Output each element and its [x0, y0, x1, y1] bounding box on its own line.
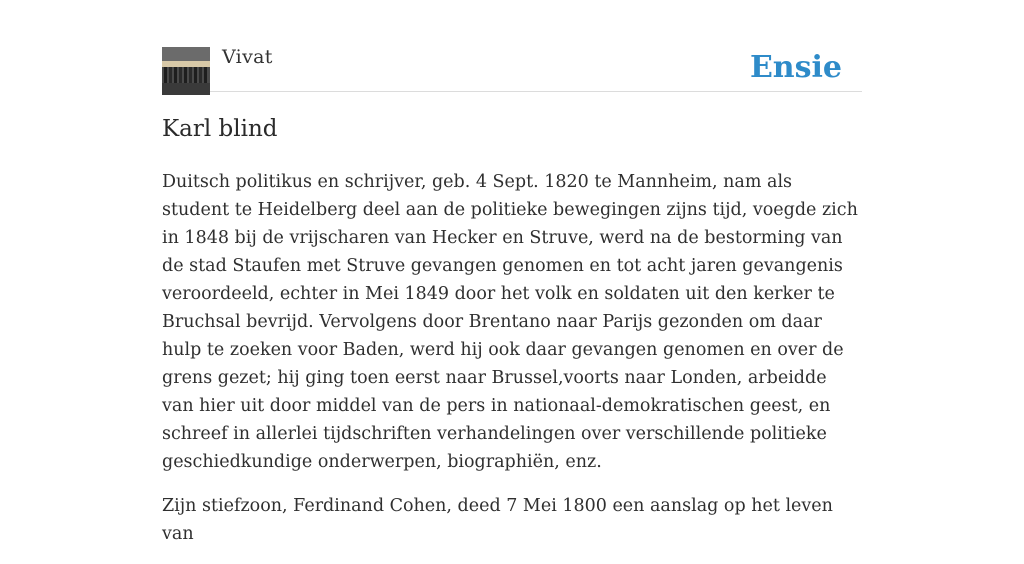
source-avatar[interactable]	[162, 47, 210, 95]
header	[162, 0, 862, 92]
content-column	[162, 0, 862, 544]
library-bookshelf-icon	[162, 47, 210, 95]
article-paragraph: Duitsch politikus en schrijver, geb. 4 Sept. 1820 te Mannheim, nam als student te Heidelberg deel aan de politieke bewegingen zijns tijd, voegde zich in 1848 bij de vrijscharen van Hecker en Struve, werd na de bestorming van de stad Staufen met Struve gevangen genomen en tot acht jaren gevangenis veroordeeld, echter in Mei 1849 door het volk en soldaten uit den kerker te Bruchsal bevrijd. Vervolgens door Brentano naar Parijs gezonden om daar hulp te zoeken voor Baden, werd hij ook daar gevangen genomen en over de grens gezet; hij ging toen eerst naar Brussel,voorts naar Londen, arbeidde van hier uit door middel van de pers in nationaal-demokratischen geest, en schreef in allerlei tijdschriften verhandelingen over verschillende politieke geschiedkundige onderwerpen, biographiën, enz.	[162, 172, 858, 472]
article-body	[162, 168, 862, 564]
article-title: Karl blind	[162, 116, 278, 142]
brand-logo[interactable]: Ensie	[749, 50, 842, 85]
source-name[interactable]: Vivat	[222, 46, 273, 68]
article-paragraph: Zijn stiefzoon, Ferdinand Cohen, deed 7 Mei 1800 een aanslag op het leven van	[162, 496, 833, 544]
